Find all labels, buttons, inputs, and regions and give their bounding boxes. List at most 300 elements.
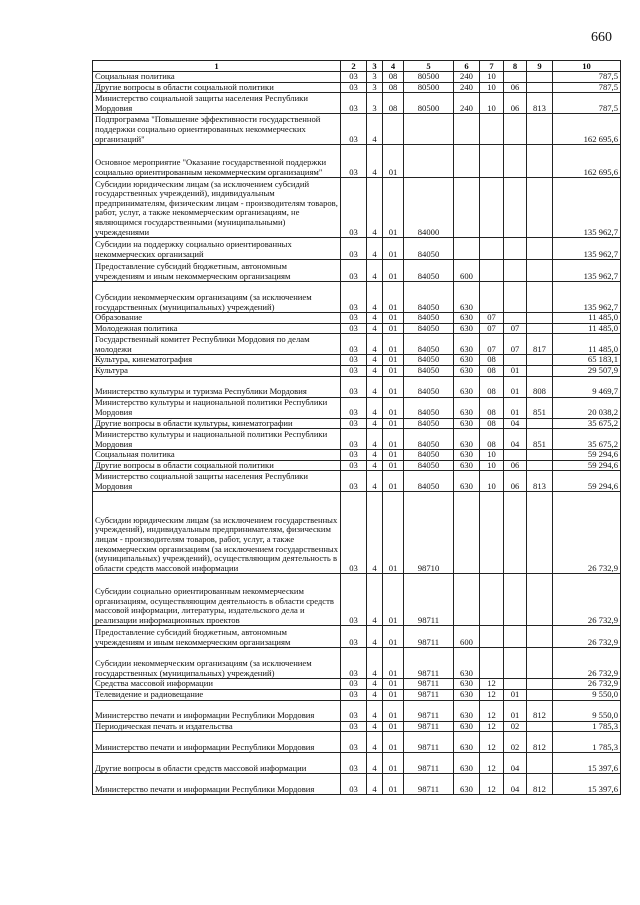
table-row: [93, 93, 621, 114]
table-row: [93, 679, 621, 690]
code-cell: 01: [383, 721, 404, 732]
code-cell: [480, 492, 504, 574]
code-cell: 4: [367, 774, 383, 795]
code-cell: [527, 648, 553, 679]
code-cell: [504, 145, 527, 178]
code-cell: 01: [383, 429, 404, 450]
row-name-cell: Министерство печати и информации Республики Мордовия: [93, 700, 341, 721]
code-cell: 4: [367, 721, 383, 732]
code-cell: 03: [341, 334, 367, 355]
code-cell: 4: [367, 114, 383, 145]
code-cell: [527, 450, 553, 461]
code-cell: 07: [480, 323, 504, 334]
code-cell: 4: [367, 418, 383, 429]
code-cell: 03: [341, 82, 367, 93]
code-cell: 4: [367, 178, 383, 238]
code-cell: [504, 313, 527, 324]
code-cell: [527, 721, 553, 732]
amount-cell: 59 294,6: [553, 450, 621, 461]
row-name-cell: Телевидение и радиовещание: [93, 689, 341, 700]
code-cell: 03: [341, 679, 367, 690]
code-cell: 630: [454, 282, 480, 313]
code-cell: 84050: [404, 376, 454, 397]
code-cell: [527, 178, 553, 238]
code-cell: 98711: [404, 753, 454, 774]
column-header: 6: [454, 61, 480, 72]
code-cell: 851: [527, 429, 553, 450]
code-cell: [454, 178, 480, 238]
amount-cell: 162 695,6: [553, 145, 621, 178]
code-cell: 03: [341, 648, 367, 679]
amount-cell: 26 732,9: [553, 648, 621, 679]
code-cell: 03: [341, 732, 367, 753]
code-cell: 98711: [404, 574, 454, 626]
amount-cell: 162 695,6: [553, 114, 621, 145]
amount-cell: 787,5: [553, 93, 621, 114]
code-cell: 08: [480, 418, 504, 429]
table-row: [93, 397, 621, 418]
code-cell: 84050: [404, 450, 454, 461]
row-name-cell: Субсидии некоммерческим организациям (за исключением государственных (муниципальных) учреждений): [93, 282, 341, 313]
table-row: [93, 700, 621, 721]
code-cell: 02: [504, 721, 527, 732]
code-cell: 4: [367, 429, 383, 450]
row-name-cell: Другие вопросы в области культуры, кинематографии: [93, 418, 341, 429]
code-cell: 600: [454, 260, 480, 282]
row-name-cell: Министерство печати и информации Республики Мордовия: [93, 774, 341, 795]
code-cell: [527, 282, 553, 313]
code-cell: 08: [383, 72, 404, 83]
code-cell: 01: [383, 774, 404, 795]
code-cell: [527, 753, 553, 774]
row-name-cell: Периодическая печать и издательства: [93, 721, 341, 732]
code-cell: 600: [454, 626, 480, 648]
amount-cell: 11 485,0: [553, 313, 621, 324]
amount-cell: 59 294,6: [553, 471, 621, 492]
code-cell: 630: [454, 323, 480, 334]
code-cell: 03: [341, 574, 367, 626]
code-cell: 630: [454, 753, 480, 774]
row-name-cell: Другие вопросы в области социальной политики: [93, 460, 341, 471]
code-cell: [480, 178, 504, 238]
row-name-cell: Предоставление субсидий бюджетным, автономным учреждениям и иным некоммерческим организациям: [93, 260, 341, 282]
code-cell: 4: [367, 700, 383, 721]
code-cell: 4: [367, 648, 383, 679]
amount-cell: 26 732,9: [553, 679, 621, 690]
code-cell: [527, 82, 553, 93]
code-cell: 812: [527, 732, 553, 753]
table-row: [93, 450, 621, 461]
code-cell: 03: [341, 323, 367, 334]
row-name-cell: Образование: [93, 313, 341, 324]
code-cell: 630: [454, 721, 480, 732]
code-cell: [504, 178, 527, 238]
code-cell: 08: [480, 397, 504, 418]
code-cell: 01: [383, 679, 404, 690]
row-name-cell: Субсидии юридическим лицам (за исключением государственных учреждений), индивидуальным предпринимателям, физическим лицам - производителям товаров, работ, услуг, а также некоммерческим организациям (за исключением государственных (муниципальных) учреждений), осуществляющим деятельность в области средств массовой информации: [93, 492, 341, 574]
code-cell: 98711: [404, 721, 454, 732]
code-cell: 01: [383, 313, 404, 324]
code-cell: 01: [383, 460, 404, 471]
code-cell: 84050: [404, 429, 454, 450]
amount-cell: 9 469,7: [553, 376, 621, 397]
code-cell: 01: [383, 365, 404, 376]
code-cell: [527, 365, 553, 376]
row-name-cell: Субсидии некоммерческим организациям (за исключением государственных (муниципальных) учреждений): [93, 648, 341, 679]
table-row: [93, 460, 621, 471]
row-name-cell: Субсидии на поддержку социально ориентированных некоммерческих организаций: [93, 238, 341, 260]
code-cell: 03: [341, 689, 367, 700]
row-name-cell: Социальная политика: [93, 450, 341, 461]
code-cell: 4: [367, 376, 383, 397]
amount-cell: 135 962,7: [553, 178, 621, 238]
code-cell: 03: [341, 145, 367, 178]
code-cell: [527, 689, 553, 700]
table-row: [93, 418, 621, 429]
amount-cell: 35 675,2: [553, 418, 621, 429]
code-cell: 84050: [404, 282, 454, 313]
amount-cell: 135 962,7: [553, 282, 621, 313]
code-cell: 240: [454, 93, 480, 114]
code-cell: 4: [367, 471, 383, 492]
code-cell: [480, 626, 504, 648]
code-cell: 84050: [404, 260, 454, 282]
code-cell: [527, 574, 553, 626]
code-cell: 84050: [404, 418, 454, 429]
code-cell: 04: [504, 753, 527, 774]
table-row: [93, 334, 621, 355]
code-cell: 01: [383, 700, 404, 721]
code-cell: 84050: [404, 238, 454, 260]
table-row: [93, 178, 621, 238]
code-cell: 808: [527, 376, 553, 397]
code-cell: 03: [341, 626, 367, 648]
code-cell: 12: [480, 679, 504, 690]
column-header: 5: [404, 61, 454, 72]
row-name-cell: Министерство культуры и туризма Республики Мордовия: [93, 376, 341, 397]
amount-cell: 9 550,0: [553, 689, 621, 700]
code-cell: [504, 282, 527, 313]
code-cell: 01: [504, 397, 527, 418]
code-cell: 10: [480, 450, 504, 461]
code-cell: 84000: [404, 178, 454, 238]
amount-cell: 15 397,6: [553, 774, 621, 795]
code-cell: 12: [480, 721, 504, 732]
code-cell: 630: [454, 700, 480, 721]
code-cell: [504, 492, 527, 574]
code-cell: 4: [367, 282, 383, 313]
code-cell: 4: [367, 679, 383, 690]
code-cell: [504, 574, 527, 626]
code-cell: [404, 114, 454, 145]
code-cell: 01: [383, 355, 404, 366]
code-cell: 4: [367, 753, 383, 774]
code-cell: 80500: [404, 93, 454, 114]
table-row: [93, 471, 621, 492]
code-cell: [454, 492, 480, 574]
code-cell: [454, 114, 480, 145]
row-name-cell: Министерство культуры и национальной политики Республики Мордовия: [93, 429, 341, 450]
code-cell: 812: [527, 774, 553, 795]
code-cell: 84050: [404, 471, 454, 492]
code-cell: 03: [341, 313, 367, 324]
code-cell: 01: [383, 238, 404, 260]
code-cell: 12: [480, 753, 504, 774]
code-cell: [527, 114, 553, 145]
code-cell: 07: [480, 313, 504, 324]
code-cell: 01: [504, 376, 527, 397]
table-row: [93, 355, 621, 366]
code-cell: 10: [480, 471, 504, 492]
table-header-row: [93, 61, 621, 72]
code-cell: 630: [454, 679, 480, 690]
code-cell: 10: [480, 82, 504, 93]
amount-cell: 1 785,3: [553, 721, 621, 732]
code-cell: 84050: [404, 397, 454, 418]
column-header: 10: [553, 61, 621, 72]
code-cell: 10: [480, 460, 504, 471]
row-name-cell: Другие вопросы в области социальной политики: [93, 82, 341, 93]
code-cell: 08: [480, 355, 504, 366]
amount-cell: 9 550,0: [553, 700, 621, 721]
code-cell: [454, 238, 480, 260]
code-cell: 08: [383, 93, 404, 114]
code-cell: 01: [383, 648, 404, 679]
row-name-cell: Культура, кинематография: [93, 355, 341, 366]
code-cell: 851: [527, 397, 553, 418]
code-cell: 80500: [404, 72, 454, 83]
table-row: [93, 648, 621, 679]
code-cell: 84050: [404, 460, 454, 471]
code-cell: [480, 574, 504, 626]
code-cell: [527, 238, 553, 260]
table-row: [93, 114, 621, 145]
code-cell: 98711: [404, 689, 454, 700]
table-row: [93, 626, 621, 648]
code-cell: 12: [480, 774, 504, 795]
code-cell: [527, 313, 553, 324]
code-cell: [504, 450, 527, 461]
code-cell: 630: [454, 450, 480, 461]
amount-cell: 787,5: [553, 72, 621, 83]
code-cell: 08: [480, 429, 504, 450]
table-body: [93, 72, 621, 795]
code-cell: 630: [454, 429, 480, 450]
code-cell: 07: [480, 334, 504, 355]
code-cell: 04: [504, 418, 527, 429]
code-cell: [527, 679, 553, 690]
row-name-cell: Министерство культуры и национальной политики Республики Мордовия: [93, 397, 341, 418]
row-name-cell: Министерство социальной защиты населения Республики Мордовия: [93, 471, 341, 492]
code-cell: 03: [341, 282, 367, 313]
code-cell: 03: [341, 376, 367, 397]
code-cell: 01: [383, 178, 404, 238]
code-cell: 4: [367, 732, 383, 753]
code-cell: 98711: [404, 732, 454, 753]
code-cell: 4: [367, 355, 383, 366]
code-cell: 06: [504, 93, 527, 114]
column-header: 1: [93, 61, 341, 72]
code-cell: [480, 260, 504, 282]
code-cell: 84050: [404, 323, 454, 334]
code-cell: 4: [367, 145, 383, 178]
code-cell: 98710: [404, 492, 454, 574]
code-cell: 03: [341, 365, 367, 376]
code-cell: 01: [383, 574, 404, 626]
amount-cell: 59 294,6: [553, 460, 621, 471]
amount-cell: 11 485,0: [553, 323, 621, 334]
code-cell: 03: [341, 93, 367, 114]
code-cell: [527, 492, 553, 574]
code-cell: 03: [341, 72, 367, 83]
code-cell: 630: [454, 365, 480, 376]
code-cell: [504, 355, 527, 366]
row-name-cell: Министерство печати и информации Республики Мордовия: [93, 732, 341, 753]
code-cell: [480, 648, 504, 679]
code-cell: 98711: [404, 648, 454, 679]
code-cell: 84050: [404, 313, 454, 324]
amount-cell: 1 785,3: [553, 732, 621, 753]
code-cell: 03: [341, 355, 367, 366]
code-cell: 08: [383, 82, 404, 93]
code-cell: 08: [480, 376, 504, 397]
code-cell: 98711: [404, 679, 454, 690]
amount-cell: 20 038,2: [553, 397, 621, 418]
code-cell: 06: [504, 471, 527, 492]
code-cell: 03: [341, 429, 367, 450]
code-cell: 4: [367, 574, 383, 626]
row-name-cell: Другие вопросы в области средств массовой информации: [93, 753, 341, 774]
code-cell: 12: [480, 732, 504, 753]
code-cell: [480, 145, 504, 178]
code-cell: 01: [383, 626, 404, 648]
code-cell: 84050: [404, 355, 454, 366]
table-row: [93, 282, 621, 313]
code-cell: 03: [341, 492, 367, 574]
code-cell: [527, 418, 553, 429]
code-cell: 01: [383, 689, 404, 700]
code-cell: [480, 282, 504, 313]
table-row: [93, 376, 621, 397]
code-cell: 01: [383, 753, 404, 774]
code-cell: [454, 145, 480, 178]
code-cell: [527, 355, 553, 366]
code-cell: [404, 145, 454, 178]
code-cell: [504, 626, 527, 648]
code-cell: [527, 323, 553, 334]
code-cell: 4: [367, 450, 383, 461]
code-cell: 01: [383, 145, 404, 178]
table-row: [93, 260, 621, 282]
code-cell: 03: [341, 114, 367, 145]
code-cell: 08: [480, 365, 504, 376]
code-cell: [480, 114, 504, 145]
code-cell: 630: [454, 418, 480, 429]
code-cell: 4: [367, 260, 383, 282]
budget-table: [92, 60, 621, 795]
table-row: [93, 574, 621, 626]
code-cell: [504, 648, 527, 679]
row-name-cell: Основное мероприятие "Оказание государственной поддержки социально ориентированным некоммерческим организациям": [93, 145, 341, 178]
code-cell: 01: [383, 260, 404, 282]
code-cell: 01: [383, 418, 404, 429]
code-cell: 01: [383, 397, 404, 418]
code-cell: 4: [367, 313, 383, 324]
code-cell: 03: [341, 418, 367, 429]
code-cell: 630: [454, 313, 480, 324]
code-cell: [480, 238, 504, 260]
table-row: [93, 774, 621, 795]
code-cell: [527, 145, 553, 178]
code-cell: 03: [341, 238, 367, 260]
code-cell: 817: [527, 334, 553, 355]
code-cell: 02: [504, 732, 527, 753]
code-cell: 813: [527, 471, 553, 492]
code-cell: 04: [504, 774, 527, 795]
code-cell: 630: [454, 397, 480, 418]
code-cell: 4: [367, 689, 383, 700]
code-cell: [504, 679, 527, 690]
code-cell: 84050: [404, 365, 454, 376]
code-cell: 03: [341, 460, 367, 471]
row-name-cell: Субсидии социально ориентированным некоммерческим организациям, осуществляющим деятельность в области средств массовой информации, литературы, издательского дела и реализации информационных проектов: [93, 574, 341, 626]
row-name-cell: Молодежная политика: [93, 323, 341, 334]
code-cell: 3: [367, 93, 383, 114]
code-cell: 240: [454, 72, 480, 83]
table-row: [93, 323, 621, 334]
code-cell: 240: [454, 82, 480, 93]
amount-cell: 26 732,9: [553, 626, 621, 648]
code-cell: 03: [341, 178, 367, 238]
code-cell: 01: [383, 732, 404, 753]
row-name-cell: Предоставление субсидий бюджетным, автономным учреждениям и иным некоммерческим организациям: [93, 626, 341, 648]
code-cell: 10: [480, 72, 504, 83]
code-cell: 03: [341, 700, 367, 721]
code-cell: 06: [504, 82, 527, 93]
code-cell: 3: [367, 72, 383, 83]
table-row: [93, 313, 621, 324]
code-cell: 01: [504, 365, 527, 376]
code-cell: 4: [367, 365, 383, 376]
table-row: [93, 492, 621, 574]
code-cell: 4: [367, 397, 383, 418]
amount-cell: 65 183,1: [553, 355, 621, 366]
amount-cell: 135 962,7: [553, 238, 621, 260]
table-row: [93, 145, 621, 178]
code-cell: 12: [480, 700, 504, 721]
code-cell: 80500: [404, 82, 454, 93]
table-row: [93, 732, 621, 753]
code-cell: 01: [504, 689, 527, 700]
amount-cell: 787,5: [553, 82, 621, 93]
code-cell: 07: [504, 323, 527, 334]
row-name-cell: Подпрограмма "Повышение эффективности государственной поддержки социально ориентированных некоммерческих организаций": [93, 114, 341, 145]
code-cell: [527, 460, 553, 471]
code-cell: 4: [367, 334, 383, 355]
page-number: 660: [591, 30, 612, 45]
code-cell: 01: [383, 282, 404, 313]
code-cell: 630: [454, 689, 480, 700]
code-cell: 4: [367, 626, 383, 648]
code-cell: 03: [341, 721, 367, 732]
amount-cell: 135 962,7: [553, 260, 621, 282]
code-cell: 4: [367, 492, 383, 574]
code-cell: [383, 114, 404, 145]
code-cell: 630: [454, 471, 480, 492]
table-row: [93, 721, 621, 732]
code-cell: [454, 574, 480, 626]
column-header: 7: [480, 61, 504, 72]
